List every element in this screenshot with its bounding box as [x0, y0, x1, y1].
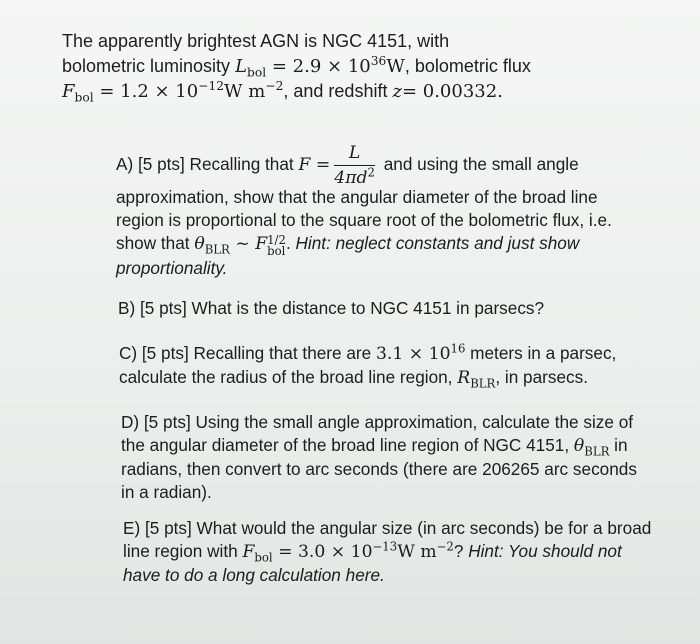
- question-a: [116, 142, 676, 280]
- theta-subscript: BLR: [584, 444, 610, 459]
- hint-text: Hint: You should not: [468, 541, 622, 561]
- question-d-line-4: in a radian).: [121, 482, 212, 502]
- flux-unit: W m: [397, 542, 437, 562]
- question-e: [123, 517, 683, 587]
- question-text: ?: [453, 541, 469, 561]
- question-e-line-3: have to do a long calculation here.: [123, 565, 385, 585]
- intro-text: , and redshift: [283, 81, 393, 101]
- flux-exponent: −12: [198, 79, 225, 93]
- flux-power: 1/2: [267, 233, 286, 247]
- flux-unit-exponent: −2: [265, 79, 284, 93]
- flux-value: 1.2 × 10: [120, 81, 199, 102]
- equals-sign: =: [310, 155, 331, 175]
- flux-value: = 3.0 × 10: [272, 542, 373, 562]
- flux-subscript: bol: [254, 550, 273, 565]
- question-d-line-2: [121, 434, 681, 458]
- intro-line-2: [62, 54, 662, 79]
- parsec-exponent: 16: [450, 341, 466, 356]
- radius-symbol: R: [457, 368, 471, 388]
- question-text: show that: [116, 233, 195, 253]
- fraction-denominator: [334, 166, 375, 188]
- equals-sign: =: [93, 81, 121, 102]
- theta-symbol: θ: [194, 234, 205, 254]
- question-c-line-2: [119, 366, 679, 390]
- question-text: in: [609, 435, 628, 455]
- luminosity-value: 2.9 × 10: [292, 56, 371, 77]
- flux-unit: W m: [224, 81, 266, 102]
- proportional-sign: ~: [229, 234, 256, 254]
- flux-exponent: −13: [372, 539, 398, 554]
- question-c-line-1: [119, 342, 679, 366]
- intro-line-3: [62, 79, 662, 104]
- fraction-numerator: L: [334, 143, 375, 166]
- question-e-line-1: E) [5 pts] What would the angular size (in arc seconds) be for a broad: [123, 518, 652, 538]
- question-d-line-1: D) [5 pts] Using the small angle approximation, calculate the size of: [121, 412, 634, 432]
- question-a-line-5: proportionality.: [116, 258, 228, 278]
- luminosity-subscript: bol: [247, 65, 267, 80]
- question-text: , in parsecs.: [495, 367, 589, 387]
- question-a-line-3: region is proportional to the square root of the bolometric flux, i.e.: [116, 210, 612, 230]
- flux-subscript: bol: [74, 90, 94, 105]
- theta-symbol: θ: [573, 436, 585, 456]
- question-text: and using the small angle: [378, 154, 579, 174]
- question-a-line-2: approximation, show that the angular diameter of the broad line: [116, 187, 598, 207]
- question-e-line-2: [123, 540, 683, 564]
- question-text: A) [5 pts] Recalling that: [116, 154, 299, 174]
- redshift-symbol: z: [392, 81, 402, 102]
- theta-subscript: BLR: [204, 242, 230, 257]
- luminosity-unit: W: [386, 56, 405, 77]
- question-text: line region with: [123, 541, 243, 561]
- question-text: .: [285, 233, 296, 253]
- question-a-line-4: [116, 232, 676, 257]
- question-b: [118, 297, 678, 320]
- redshift-value: = 0.00332.: [401, 81, 503, 102]
- denominator-exponent: 2: [367, 165, 375, 180]
- equals-sign: =: [266, 56, 293, 77]
- question-b-text: B) [5 pts] What is the distance to NGC 4151 in parsecs?: [118, 298, 545, 318]
- question-d-line-3: radians, then convert to arc seconds (there are 206265 arc seconds: [121, 459, 637, 479]
- luminosity-exponent: 36: [370, 54, 387, 68]
- intro-line-1: The apparently brightest AGN is NGC 4151, with: [62, 31, 450, 51]
- denominator-text: 4πd: [334, 167, 368, 188]
- question-text: C) [5 pts] Recalling that there are: [119, 343, 376, 363]
- luminosity-symbol: L: [235, 56, 248, 77]
- flux-power-stack: [267, 235, 286, 257]
- flux-symbol: F: [62, 81, 75, 102]
- radius-subscript: BLR: [470, 376, 496, 391]
- flux-symbol: F: [298, 155, 311, 175]
- intro-text: bolometric luminosity: [62, 56, 236, 76]
- flux-subscript: bol: [267, 244, 286, 258]
- question-a-line-1: [116, 142, 676, 186]
- parsec-value: 3.1 × 10: [375, 344, 451, 364]
- intro-paragraph: [62, 29, 662, 104]
- question-text: calculate the radius of the broad line region,: [119, 367, 458, 387]
- question-text: meters in a parsec,: [465, 343, 617, 363]
- intro-text: , bolometric flux: [404, 56, 531, 76]
- flux-symbol: F: [255, 234, 268, 254]
- question-c: [119, 342, 679, 390]
- hint-text: Hint: neglect constants and just show: [295, 233, 580, 253]
- flux-fraction: [334, 143, 375, 188]
- question-d: [121, 411, 681, 504]
- flux-unit-exponent: −2: [436, 539, 454, 554]
- question-text: the angular diameter of the broad line region of NGC 4151,: [121, 435, 574, 455]
- flux-symbol: F: [242, 542, 255, 562]
